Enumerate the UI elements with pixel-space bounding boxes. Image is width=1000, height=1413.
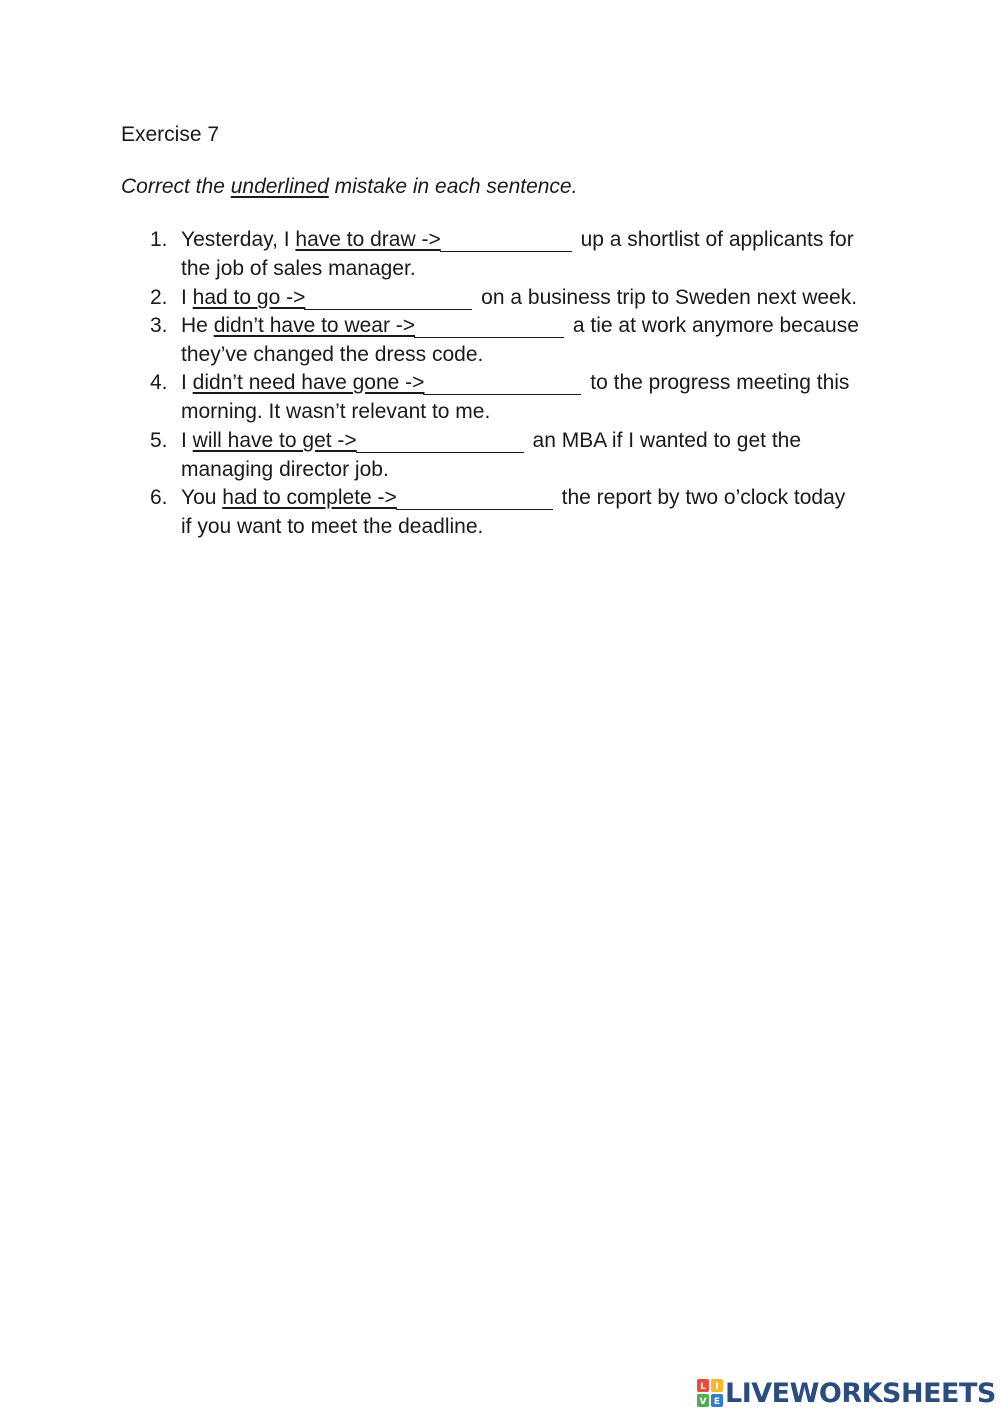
item-line-2: if you want to meet the deadline.: [181, 514, 484, 538]
brand-wordmark: LIVEWORKSHEETS: [725, 1377, 996, 1409]
svg-text:E: E: [713, 1397, 721, 1407]
item-suffix: to the progress meeting this: [584, 371, 850, 394]
instruction-underlined: underlined: [230, 175, 329, 198]
item-prefix: Yesterday, I: [181, 228, 296, 251]
instruction-after: mistake in each sentence.: [328, 175, 578, 198]
item-suffix: a tie at work anymore because: [567, 314, 859, 337]
item-number: 1.: [150, 228, 168, 251]
answer-input[interactable]: [414, 315, 564, 338]
item-prefix: I: [181, 371, 193, 394]
item-prefix: He: [181, 314, 214, 337]
item-line-1: [181, 369, 891, 398]
item-line-2: the job of sales manager.: [181, 256, 416, 280]
item-line-1: [181, 284, 891, 313]
item-suffix: on a business trip to Sweden next week.: [475, 286, 858, 309]
item-mistake: will have to get ->: [192, 429, 357, 452]
answer-input[interactable]: [304, 287, 472, 310]
svg-text:I: I: [715, 1382, 719, 1392]
item-line-2: morning. It wasn’t relevant to me.: [181, 399, 491, 423]
item-number: 2.: [150, 286, 168, 309]
svg-text:L: L: [700, 1382, 706, 1392]
item-line-1: [181, 226, 891, 255]
item-mistake: had to complete ->: [222, 486, 397, 509]
instruction-before: Correct the: [121, 175, 231, 198]
item-line-1: [181, 312, 891, 341]
answer-input[interactable]: [356, 430, 524, 453]
item-number: 4.: [150, 371, 168, 394]
answer-input[interactable]: [396, 487, 553, 510]
item-mistake: have to draw ->: [295, 228, 441, 251]
item-prefix: You: [181, 486, 223, 509]
item-suffix: up a shortlist of applicants for: [574, 228, 854, 251]
svg-text:V: V: [699, 1397, 707, 1407]
item-line-1: [181, 484, 891, 513]
item-number: 6.: [150, 486, 168, 509]
liveworksheets-logo-icon: [697, 1379, 723, 1407]
exercise-title: Exercise 7: [121, 123, 220, 146]
item-line-2: managing director job.: [181, 457, 389, 481]
answer-input[interactable]: [440, 229, 572, 252]
item-line-1: [181, 427, 891, 456]
item-number: 3.: [150, 314, 168, 337]
item-mistake: had to go ->: [192, 286, 306, 309]
item-number: 5.: [150, 429, 168, 452]
liveworksheets-brand: [697, 1377, 996, 1409]
item-prefix: I: [181, 286, 193, 309]
item-suffix: the report by two o’clock today: [555, 486, 846, 509]
item-mistake: didn’t have to wear ->: [213, 314, 416, 337]
item-prefix: I: [181, 429, 193, 452]
item-suffix: an MBA if I wanted to get the: [526, 429, 802, 452]
item-line-2: they’ve changed the dress code.: [181, 342, 484, 366]
answer-input[interactable]: [423, 372, 581, 395]
item-mistake: didn’t need have gone ->: [192, 371, 425, 394]
